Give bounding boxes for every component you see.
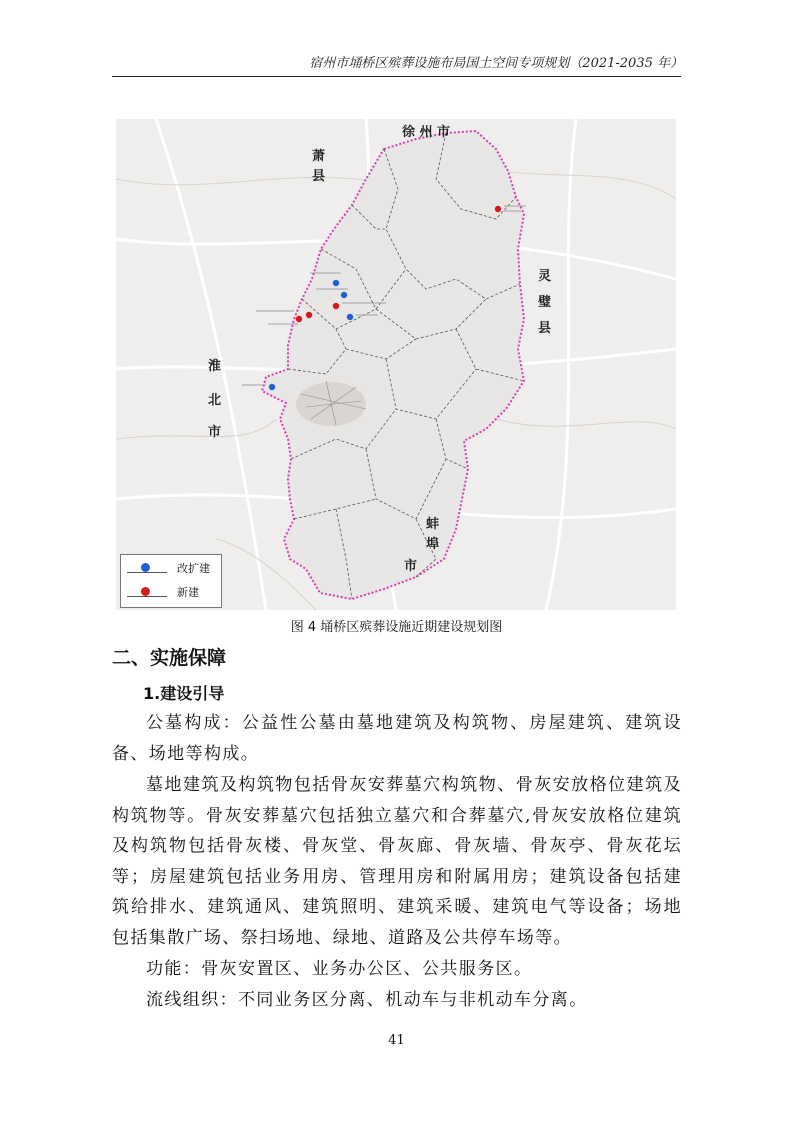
figure-caption: 图 4 埇桥区殡葬设施近期建设规划图	[290, 620, 503, 635]
label-beng-2: 埠	[426, 537, 440, 552]
paragraph-functions: 功能：骨灰安置区、业务办公区、公共服务区。	[146, 959, 533, 979]
legend-new-label: 新建	[177, 586, 199, 599]
legend-row-expand	[121, 557, 221, 581]
red-dot-icon	[141, 587, 150, 596]
section-title: 二、实施保障	[112, 647, 227, 669]
expand-site-marker	[341, 292, 347, 298]
label-ling-3: 县	[538, 321, 552, 336]
new-site-marker	[296, 316, 302, 322]
district-map	[116, 119, 676, 610]
paragraph-composition: 公墓构成：公益性公墓由墓地建筑及构筑物、房屋建筑、建筑设备、场地等构成。	[112, 713, 682, 764]
legend-line	[127, 572, 167, 573]
label-ling-1: 灵	[538, 269, 552, 284]
district-boundary	[262, 131, 524, 599]
label-xiao-1: 萧	[312, 149, 326, 164]
header-rule	[112, 76, 681, 77]
label-huai-1: 淮	[208, 359, 222, 374]
new-site-marker	[306, 312, 312, 318]
label-beng-1: 蚌	[426, 517, 440, 532]
label-huai-2: 北	[208, 393, 222, 408]
running-header: 宿州市埇桥区殡葬设施布局国土空间专项规划（2021-2035 年）	[309, 56, 683, 71]
page-number: 41	[388, 1033, 405, 1048]
label-ling-2: 璧	[538, 295, 552, 310]
legend-line	[127, 596, 167, 597]
blue-dot-icon	[141, 563, 150, 572]
subsection-title: 1.建设引导	[143, 684, 225, 703]
expand-site-marker	[333, 280, 339, 286]
label-huai-3: 市	[208, 425, 222, 440]
expand-site-marker	[269, 384, 275, 390]
expand-site-marker	[347, 314, 353, 320]
legend-row-new	[121, 581, 221, 605]
new-site-marker	[333, 303, 339, 309]
label-xiao-2: 县	[312, 169, 326, 184]
label-beng-3: 市	[404, 559, 418, 574]
legend-expand-label: 改扩建	[177, 562, 210, 575]
paragraph-structures: 墓地建筑及构筑物包括骨灰安葬墓穴构筑物、骨灰安放格位建筑及构筑物等。骨灰安葬墓穴包括独立墓穴和合葬墓穴,骨灰安放格位建筑及构筑物包括骨灰楼、骨灰堂、骨灰廊、骨灰墙、骨灰亭、骨灰花坛等；房屋建筑包括业务用房、管理用房和附属用房；建筑设备包括建筑给排水、建筑通风、建筑照明、建筑采暖、建筑电气等设备；场地包括集散广场、祭扫场地、绿地、道路及公共停车场等。	[112, 775, 682, 948]
map-canvas	[116, 119, 676, 610]
label-xuzhou: 徐 州 市	[402, 125, 451, 140]
map-legend	[120, 554, 222, 608]
paragraph-circulation: 流线组织：不同业务区分离、机动车与非机动车分离。	[146, 990, 588, 1010]
new-site-marker	[495, 206, 501, 212]
